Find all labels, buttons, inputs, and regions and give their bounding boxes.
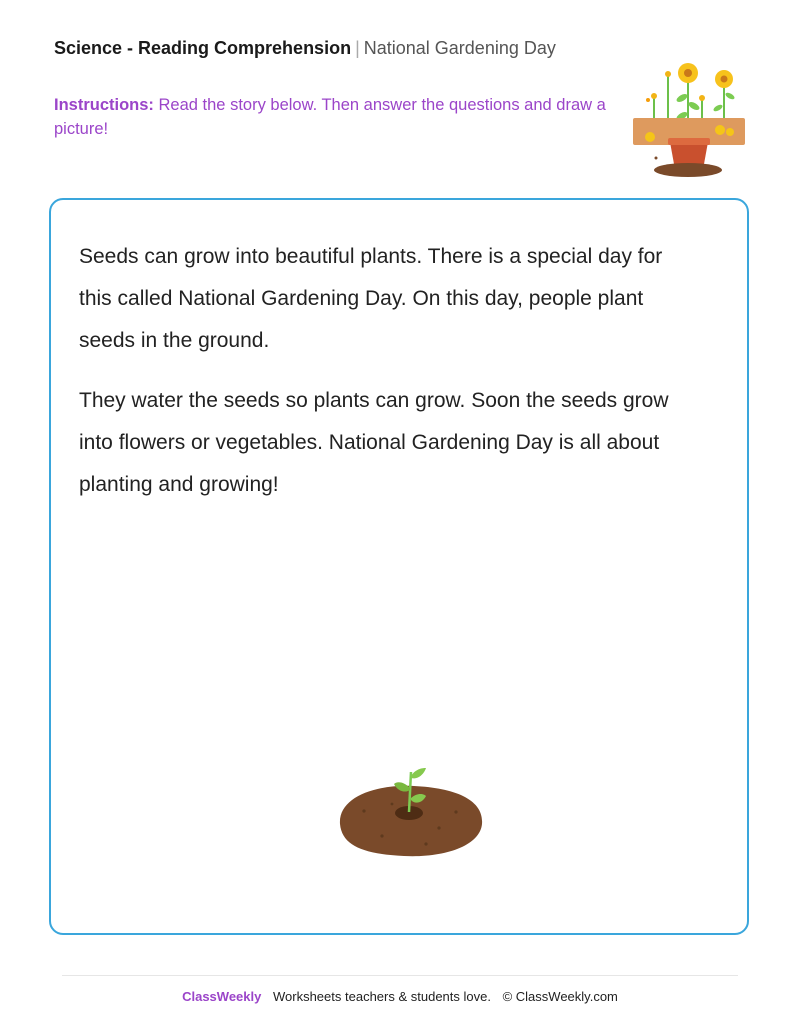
footer-tagline: Worksheets teachers & students love.	[272, 989, 491, 1004]
footer-brand[interactable]: ClassWeekly	[182, 989, 262, 1004]
story-box	[49, 198, 749, 935]
instructions	[54, 93, 614, 141]
story-paragraph: Seeds can grow into beautiful plants. There is a special day for this called National Gardening Day. On this day, people plant seeds in the ground.	[79, 245, 663, 352]
instructions-text: Read the story below. Then answer the questions and draw a picture!	[54, 96, 606, 138]
worksheet-header	[54, 38, 556, 59]
topic-title: National Gardening Day	[363, 38, 556, 58]
footer-copyright: © ClassWeekly.com	[502, 989, 618, 1004]
subject-title: Science - Reading Comprehension	[54, 38, 352, 58]
footer-divider	[62, 975, 738, 976]
flower-pot-illustration	[630, 60, 750, 180]
seedling-in-soil-illustration	[334, 766, 484, 861]
title-separator: |	[355, 38, 360, 58]
story-paragraph: They water the seeds so plants can grow. Soon the seeds grow into flowers or vegetables. National Gardening Day is all about planting and growing!	[79, 389, 669, 496]
instructions-label: Instructions:	[54, 96, 154, 114]
footer	[0, 989, 800, 1004]
